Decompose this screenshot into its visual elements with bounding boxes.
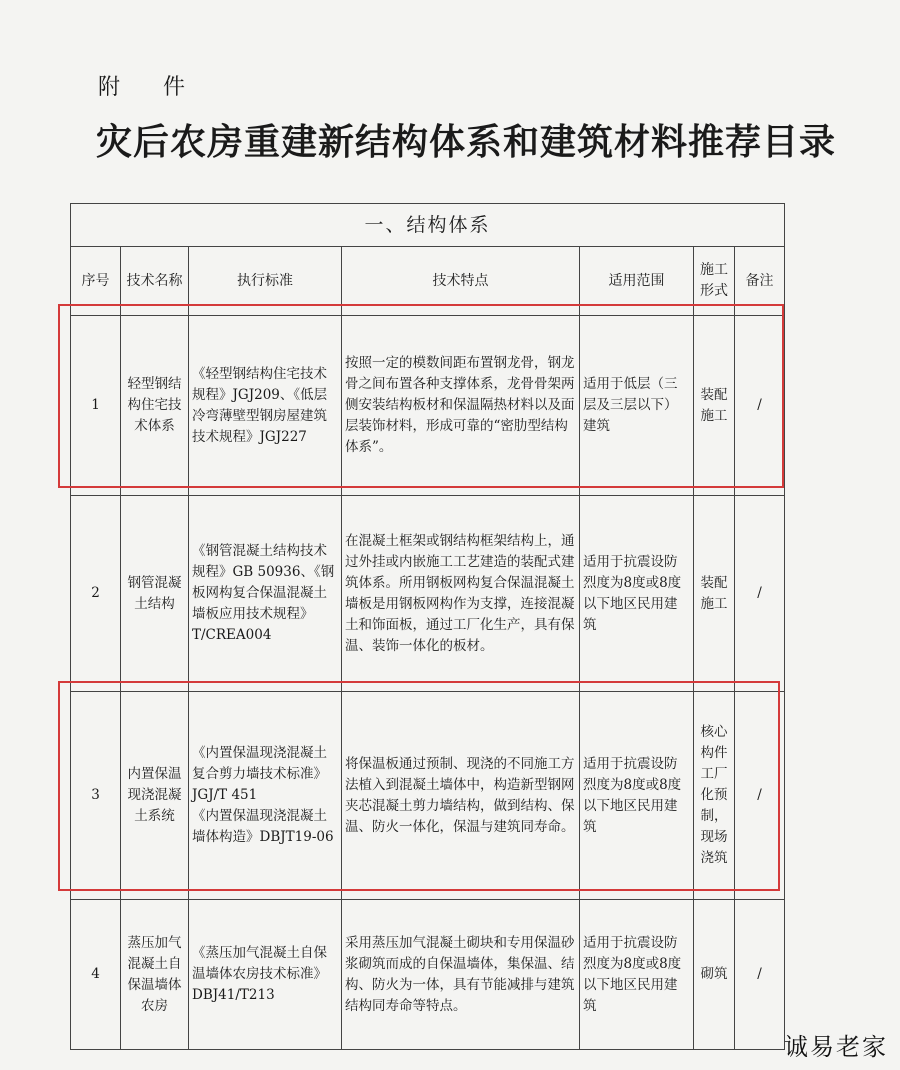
table-row	[71, 496, 785, 692]
header-features: 技术特点	[342, 247, 580, 316]
header-note: 备注	[735, 247, 785, 316]
attachment-label: 附 件	[98, 75, 203, 100]
row-name: 轻型钢结构住宅技术体系	[121, 316, 189, 496]
header-standard: 执行标准	[189, 247, 342, 316]
table-row	[71, 692, 785, 900]
page-title: 灾后农房重建新结构体系和建筑材料推荐目录	[96, 121, 837, 163]
row-standard: 《内置保温现浇混凝土复合剪力墙技术标准》JGJ/T 451 《内置保温现浇混凝土墙体构造》DBJT19-06	[189, 692, 342, 900]
row-note: /	[735, 900, 785, 1050]
structure-system-table	[70, 203, 785, 1050]
row-features: 将保温板通过预制、现浇的不同施工方法植入到混凝土墙体中，构造新型钢网夹芯混凝土剪力墙结构，做到结构、保温、防火一体化，保温与建筑同寿命。	[342, 692, 580, 900]
table-row	[71, 900, 785, 1050]
header-row	[71, 247, 785, 316]
row-no: 4	[71, 900, 121, 1050]
row-standard: 《钢管混凝土结构技术规程》GB 50936、《钢板网构复合保温混凝土墙板应用技术规程》T/CREA004	[189, 496, 342, 692]
watermark: 诚易老家	[784, 1033, 888, 1061]
row-no: 1	[71, 316, 121, 496]
row-scope: 适用于抗震设防烈度为8度或8度以下地区民用建筑	[580, 496, 694, 692]
header-name: 技术名称	[121, 247, 189, 316]
row-features: 在混凝土框架或钢结构框架结构上，通过外挂或内嵌施工工艺建造的装配式建筑体系。所用钢板网构复合保温混凝土墙板是用钢板网构作为支撑，连接混凝土和饰面板，通过工厂化生产，具有保温、装饰一体化的板材。	[342, 496, 580, 692]
row-no: 3	[71, 692, 121, 900]
header-scope: 适用范围	[580, 247, 694, 316]
row-scope: 适用于抗震设防烈度为8度或8度以下地区民用建筑	[580, 692, 694, 900]
row-note: /	[735, 692, 785, 900]
section-title: 一、结构体系	[71, 204, 785, 247]
row-standard: 《蒸压加气混凝土自保温墙体农房技术标准》DBJ41/T213	[189, 900, 342, 1050]
row-name: 钢管混凝土结构	[121, 496, 189, 692]
row-method: 装配施工	[694, 496, 735, 692]
row-method: 砌筑	[694, 900, 735, 1050]
header-no: 序号	[71, 247, 121, 316]
row-method: 装配施工	[694, 316, 735, 496]
header-method: 施工 形式	[694, 247, 735, 316]
row-note: /	[735, 316, 785, 496]
row-no: 2	[71, 496, 121, 692]
row-name: 蒸压加气混凝土自保温墙体农房	[121, 900, 189, 1050]
table-row	[71, 316, 785, 496]
section-row	[71, 204, 785, 247]
row-features: 采用蒸压加气混凝土砌块和专用保温砂浆砌筑而成的自保温墙体，集保温、结构、防火为一体，具有节能减排与建筑结构同寿命等特点。	[342, 900, 580, 1050]
row-features: 按照一定的模数间距布置钢龙骨，钢龙骨之间布置各种支撑体系，龙骨骨架两侧安装结构板材和保温隔热材料以及面层装饰材料，形成可靠的“密肋型结构体系”。	[342, 316, 580, 496]
row-scope: 适用于低层（三层及三层以下）建筑	[580, 316, 694, 496]
row-standard: 《轻型钢结构住宅技术规程》JGJ209、《低层冷弯薄壁型钢房屋建筑技术规程》JGJ227	[189, 316, 342, 496]
row-scope: 适用于抗震设防烈度为8度或8度以下地区民用建筑	[580, 900, 694, 1050]
row-note: /	[735, 496, 785, 692]
row-method: 核心构件工厂化预制，现场浇筑	[694, 692, 735, 900]
row-name: 内置保温现浇混凝土系统	[121, 692, 189, 900]
